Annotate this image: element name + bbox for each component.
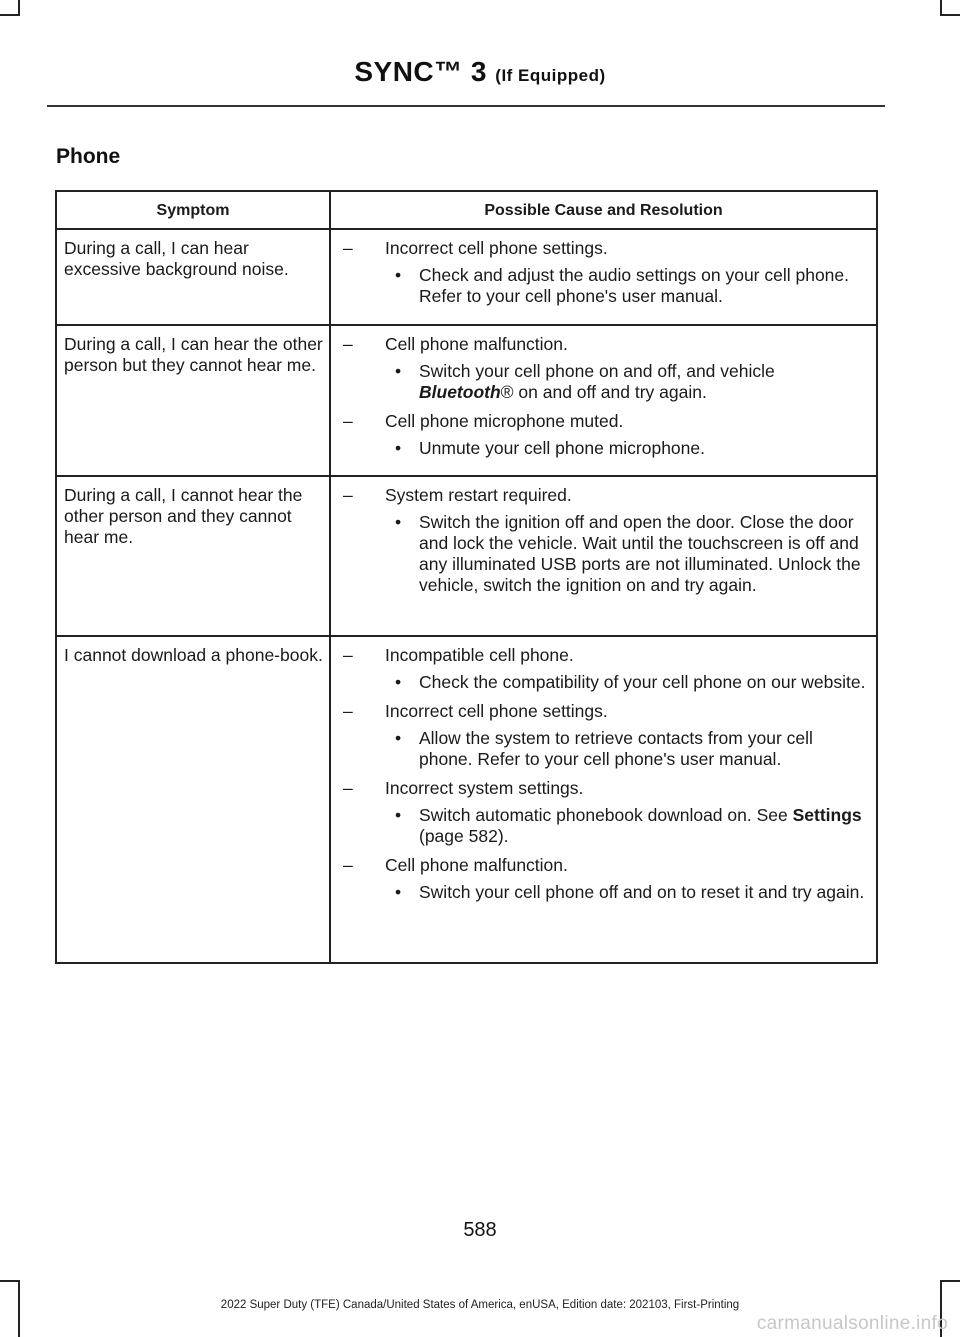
crop-mark [940,14,960,16]
resolution-text: Switch the ignition off and open the door. Close the door and lock the vehicle. Wait until the touchscreen is off and any illuminated USB ports are not illuminated. Unlock the vehicle, switch the ignition on and try again. [419,512,861,595]
cause-cell [330,229,877,325]
table-header-row [56,191,877,229]
dash-marker: – [343,334,353,354]
bullet-marker: • [395,512,402,532]
resolution-text: Check the compatibility of your cell phone on our website. [419,672,866,692]
column-header-cause: Possible Cause and Resolution [330,191,877,229]
symptom-cell: During a call, I can hear the other person but they cannot hear me. [56,325,330,476]
cause-cell [330,325,877,476]
dash-marker: – [343,411,353,431]
bullet-marker: • [395,805,402,825]
cause-item [343,645,870,693]
bullet-marker: • [395,728,402,748]
crop-mark [0,14,19,16]
resolution-text: Unmute your cell phone microphone. [419,438,705,458]
cause-text: Incorrect system settings. [385,778,584,798]
resolution-text: Switch your cell phone off and on to reset it and try again. [419,882,865,902]
cause-text: Incorrect cell phone settings. [385,238,608,258]
watermark: carmanualsonline.info [756,1313,948,1334]
dash-marker: – [343,238,353,258]
resolution-text [419,361,775,402]
section-title: Phone [56,145,121,168]
dash-marker: – [343,701,353,721]
page-number: 588 [463,1219,497,1241]
table-row [56,325,877,476]
running-header [0,56,960,88]
cause-item [343,485,870,596]
bullet-marker: • [395,265,402,285]
cause-item [343,411,870,459]
crop-mark [940,0,942,16]
edition-footer: 2022 Super Duty (TFE) Canada/United States of America, enUSA, Edition date: 202103, First-Printing [220,1299,740,1311]
resolution-text-start: Switch automatic phonebook download on. See [419,805,793,825]
bullet-marker: • [395,672,402,692]
column-header-symptom: Symptom [56,191,330,229]
crop-mark [940,1280,960,1282]
header-divider [47,105,885,107]
bluetooth-term: Bluetooth [419,382,501,402]
cause-text: Cell phone microphone muted. [385,411,624,431]
symptom-cell: During a call, I cannot hear the other person and they cannot hear me. [56,476,330,636]
cause-text: Incorrect cell phone settings. [385,701,608,721]
symptom-cell: During a call, I can hear excessive background noise. [56,229,330,325]
bullet-marker: • [395,361,402,381]
cause-item [343,238,870,307]
dash-marker: – [343,778,353,798]
troubleshooting-table [55,190,878,964]
header-subtitle: (If Equipped) [495,66,606,85]
resolution-text [419,805,862,846]
page-reference: (page 582). [419,826,509,846]
bullet-marker: • [395,882,402,902]
cause-item [343,701,870,770]
cause-cell [330,636,877,963]
symptom-cell: I cannot download a phone-book. [56,636,330,963]
cause-text: Cell phone malfunction. [385,855,568,875]
cause-text: Incompatible cell phone. [385,645,574,665]
settings-link[interactable]: Settings [792,805,862,825]
resolution-text: Allow the system to retrieve contacts from your cell phone. Refer to your cell phone's user manual. [419,728,813,769]
cause-item [343,855,870,903]
table-row [56,636,877,963]
crop-mark [0,1280,19,1282]
crop-mark [18,0,20,16]
bullet-marker: • [395,438,402,458]
table-row [56,229,877,325]
header-title: SYNC™ 3 [354,56,487,87]
cause-item [343,334,870,403]
cause-item [343,778,870,847]
dash-marker: – [343,855,353,875]
cause-text: Cell phone malfunction. [385,334,568,354]
cause-text: System restart required. [385,485,572,505]
resolution-text-end: ® on and off and try again. [500,382,707,402]
resolution-text: Check and adjust the audio settings on your cell phone. Refer to your cell phone's user manual. [419,265,850,306]
table-row [56,476,877,636]
resolution-text-start: Switch your cell phone on and off, and vehicle [419,361,775,381]
dash-marker: – [343,645,353,665]
dash-marker: – [343,485,353,505]
cause-cell [330,476,877,636]
